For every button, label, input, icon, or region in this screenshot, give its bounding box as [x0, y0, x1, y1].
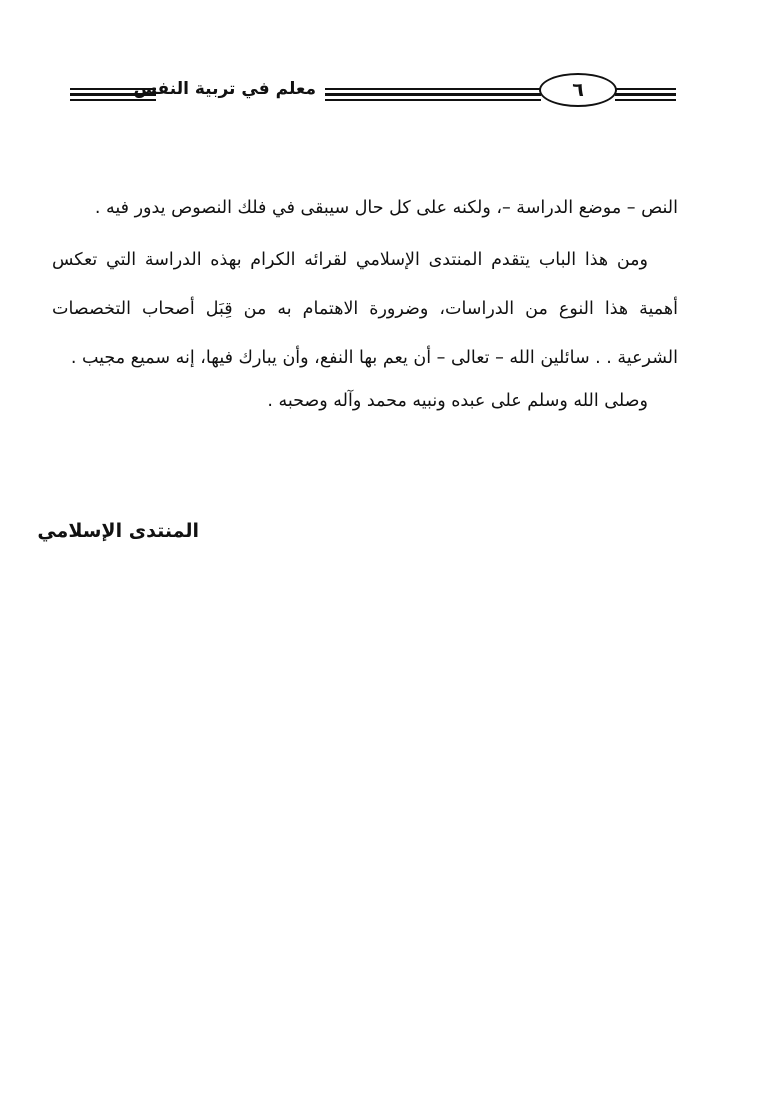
- header-rule-line: [615, 88, 676, 90]
- signature: المنتدى الإسلامي: [37, 520, 199, 542]
- paragraph: وصلى الله وسلم على عبده ونبيه محمد وآله وصحبه .: [267, 391, 648, 411]
- page-header: [70, 76, 676, 118]
- running-title: معلم في تربية النفس: [133, 79, 316, 99]
- header-rule-right: [615, 88, 676, 104]
- paragraph: ومن هذا الباب يتقدم المنتدى الإسلامي لقرائه الكرام بهذه الدراسة التي تعكس أهمية هذا النوع من الدراسات، وضرورة الاهتمام به من قِبَل أصحاب التخصصات الشرعية . . سائلين الله – تعالى – أن يعم بها النفع، وأن يبارك فيها، إنه سميع مجيب .: [52, 250, 678, 368]
- header-rule-line: [615, 93, 676, 96]
- header-rule-line: [325, 93, 541, 96]
- paragraph: النص – موضع الدراسة –، ولكنه على كل حال سيبقى في فلك النصوص يدور فيه .: [94, 198, 678, 218]
- page-number-badge: [539, 73, 617, 107]
- header-rule-line: [325, 99, 541, 101]
- header-rule-middle: [325, 88, 541, 104]
- header-rule-line: [325, 88, 541, 90]
- header-rule-line: [70, 99, 156, 101]
- page-number: ٦: [572, 79, 584, 101]
- body-text: [52, 184, 678, 426]
- header-rule-line: [615, 99, 676, 101]
